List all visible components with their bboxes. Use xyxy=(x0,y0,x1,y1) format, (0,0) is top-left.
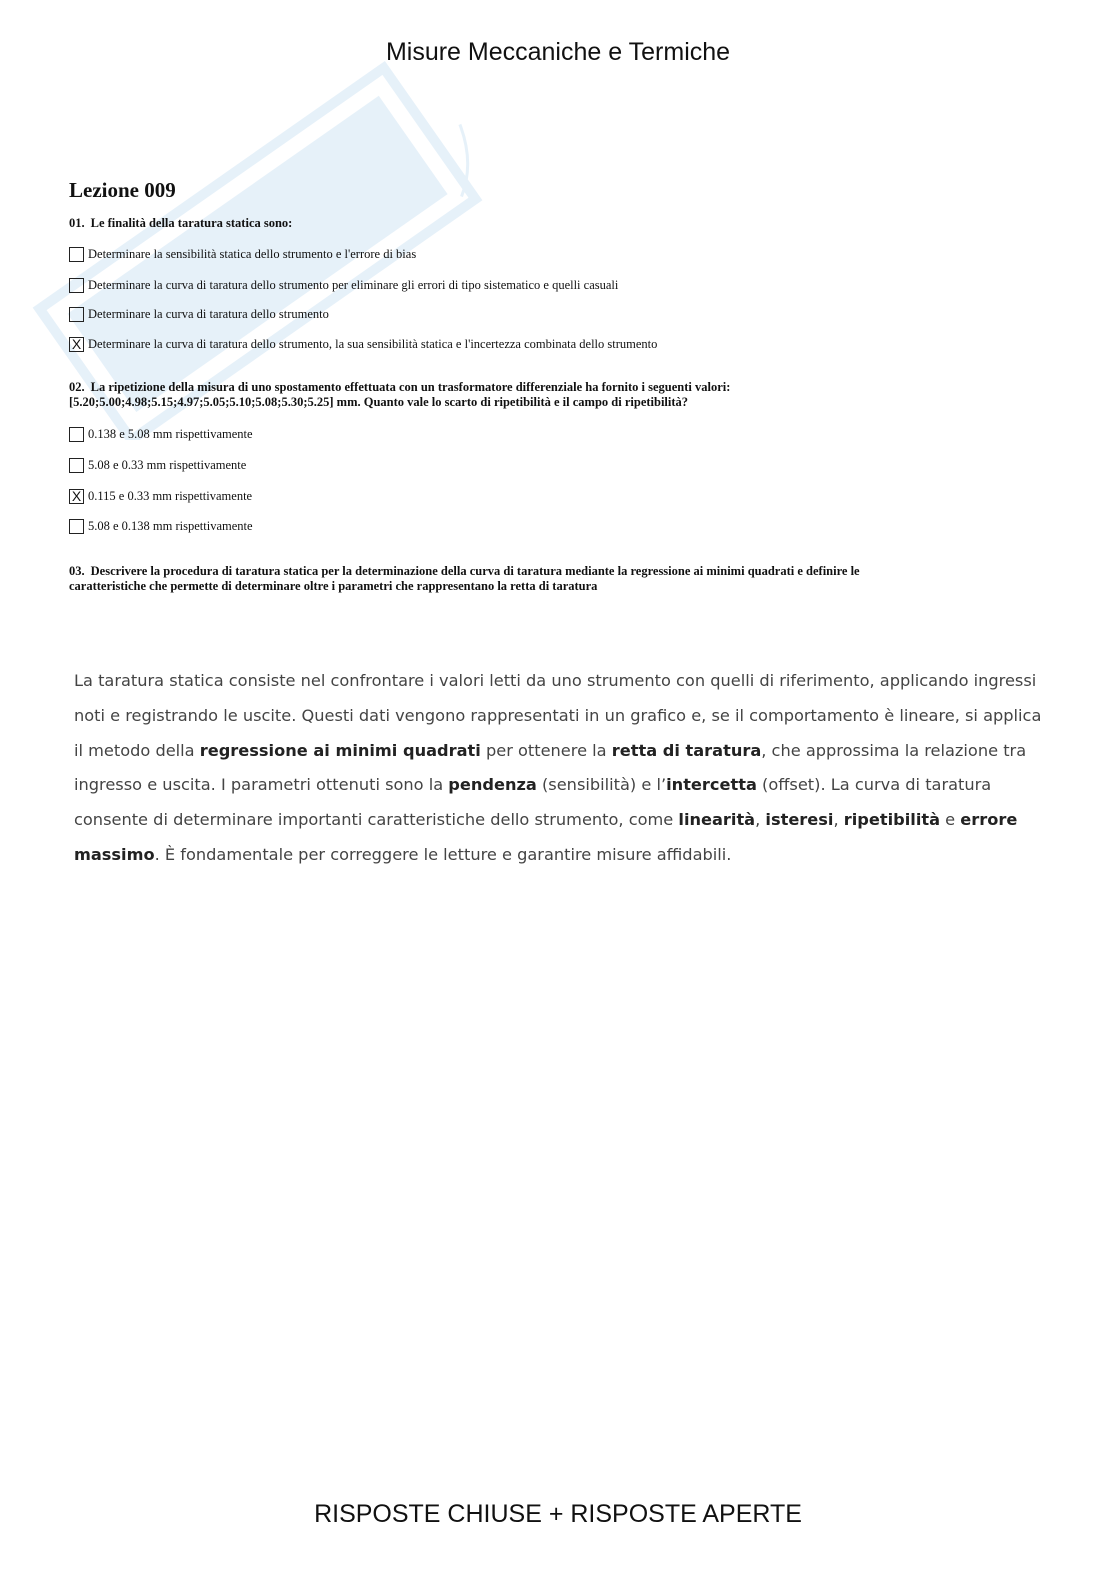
option-label: 0.138 e 5.08 mm rispettivamente xyxy=(88,426,253,441)
answer-text: (sensibilità) e l’ xyxy=(536,775,667,795)
q01-option-4[interactable] xyxy=(69,335,657,353)
q01-option-3[interactable] xyxy=(69,305,329,323)
answer-text: , xyxy=(755,810,766,830)
answer-bold-term: ripetibilità xyxy=(843,810,941,830)
option-label: Determinare la curva di taratura dello strumento, la sua sensibilità statica e l'incertezza combinata dello strumento xyxy=(88,336,658,351)
q02-option-1[interactable] xyxy=(69,425,253,443)
question-text-line1: Descrivere la procedura di taratura statica per la determinazione della curva di taratura mediante la regressione ai minimi quadrati e definire le xyxy=(90,564,860,578)
q02-option-2[interactable] xyxy=(69,456,246,474)
option-label: Determinare la sensibilità statica dello strumento e l'errore di bias xyxy=(88,246,417,261)
question-text: Le finalità della taratura statica sono: xyxy=(90,216,293,230)
answer-bold-term: intercetta xyxy=(666,775,757,795)
option-label: Determinare la curva di taratura dello strumento xyxy=(88,306,329,321)
question-text-line1: La ripetizione della misura di uno spostamento effettuata con un trasformatore differenziale ha fornito i seguenti valori: xyxy=(90,380,731,394)
question-01 xyxy=(69,216,1029,231)
q02-option-3[interactable] xyxy=(69,487,252,505)
answer-bold-term: isteresi xyxy=(765,810,834,830)
answer-text: e xyxy=(940,810,961,830)
checkbox-checked[interactable]: X xyxy=(69,337,84,352)
question-number: 01. xyxy=(69,216,85,230)
checkbox-checked[interactable]: X xyxy=(69,489,84,504)
answer-bold-term: errore massimo xyxy=(74,810,1018,864)
answer-text: La taratura statica consiste nel confrontare i valori letti da uno strumento con quelli di riferimento, applicando ingressi noti e registrando le uscite. Questi dati vengono rappresentati in un grafico e, se il comportamento è lineare, si applica il metodo della xyxy=(74,671,1042,760)
checkbox[interactable] xyxy=(69,307,84,322)
answer-text: per ottenere la xyxy=(480,740,612,760)
lesson-title: Lezione 009 xyxy=(69,178,176,202)
answer-text: . È fondamentale per correggere le letture e garantire misure affidabili. xyxy=(154,844,732,864)
open-answer-paragraph xyxy=(74,664,1054,873)
page-header-title: Misure Meccaniche e Termiche xyxy=(385,38,731,66)
answer-bold-term: retta di taratura xyxy=(611,740,762,760)
checkbox[interactable] xyxy=(69,278,84,293)
answer-text: , xyxy=(833,810,844,830)
question-02 xyxy=(69,380,1029,410)
checkbox[interactable] xyxy=(69,519,84,534)
question-03 xyxy=(69,564,1029,594)
answer-text: , che approssima la relazione tra ingresso e uscita. I parametri ottenuti sono la xyxy=(74,740,1027,795)
page-footer-text: RISPOSTE CHIUSE + RISPOSTE APERTE xyxy=(314,1500,802,1528)
q02-option-4[interactable] xyxy=(69,517,253,535)
answer-text: (offset). La curva di taratura consente di determinare importanti caratteristiche dello strumento, come xyxy=(74,775,992,830)
question-text-line2: caratteristiche che permette di determinare oltre i parametri che rappresentano la retta di taratura xyxy=(69,579,598,593)
checkbox[interactable] xyxy=(69,458,84,473)
option-label: 5.08 e 0.138 mm rispettivamente xyxy=(88,518,253,533)
answer-bold-term: regressione ai minimi quadrati xyxy=(199,740,481,760)
checkbox[interactable] xyxy=(69,247,84,262)
answer-bold-term: pendenza xyxy=(448,775,537,795)
question-text-line2: [5.20;5.00;4.98;5.15;4.97;5.05;5.10;5.08;5.30;5.25] mm. Quanto vale lo scarto di ripetibilità e il campo di ripetibilità? xyxy=(69,395,689,409)
option-label: 0.115 e 0.33 mm rispettivamente xyxy=(88,488,253,503)
option-label: Determinare la curva di taratura dello strumento per eliminare gli errori di tipo sistematico e quelli casuali xyxy=(88,277,619,292)
option-label: 5.08 e 0.33 mm rispettivamente xyxy=(88,457,247,472)
question-number: 03. xyxy=(69,564,85,578)
checkbox[interactable] xyxy=(69,427,84,442)
answer-bold-term: linearità xyxy=(678,810,756,830)
q01-option-2[interactable] xyxy=(69,276,618,294)
question-number: 02. xyxy=(69,380,85,394)
q01-option-1[interactable] xyxy=(69,245,416,263)
